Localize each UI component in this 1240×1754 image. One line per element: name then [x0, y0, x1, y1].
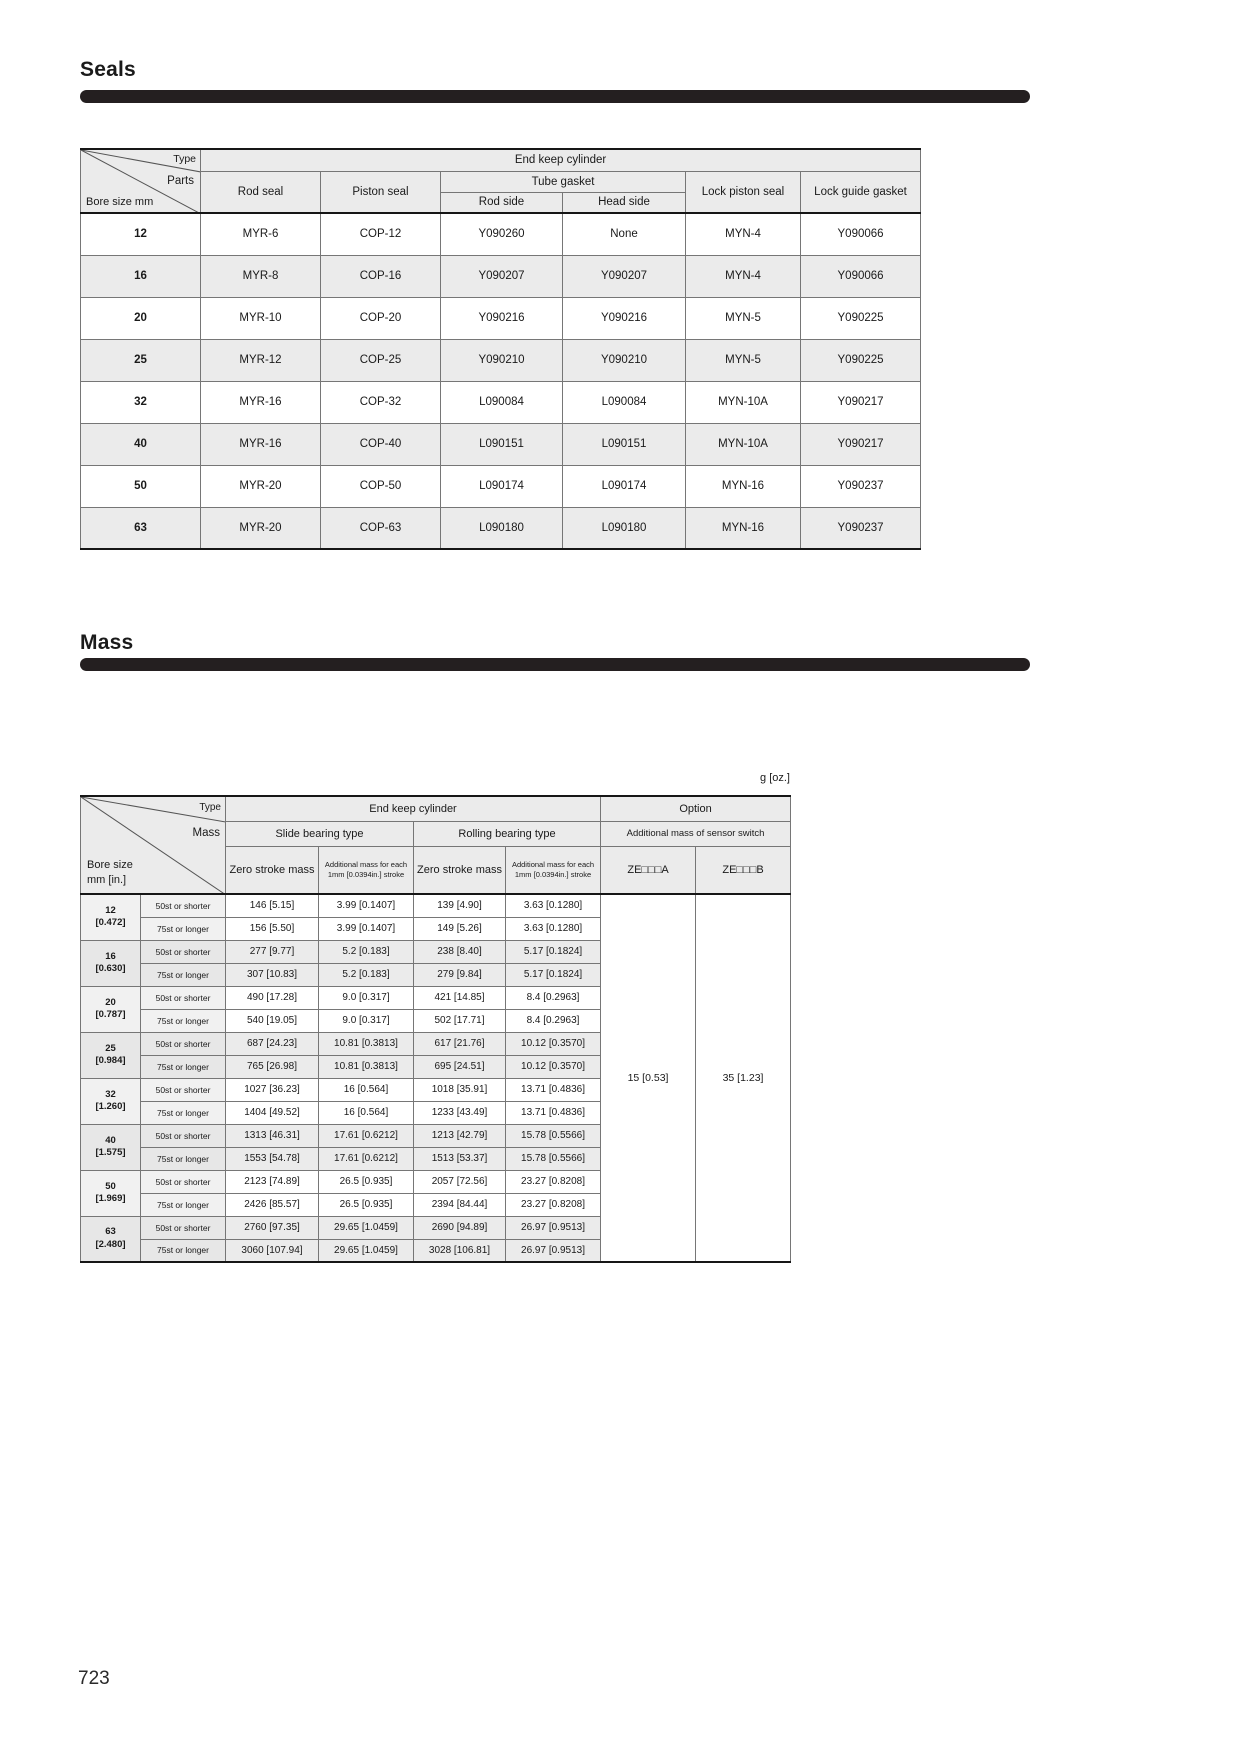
mass-rolling-additional: 3.63 [0.1280]: [506, 894, 601, 917]
mass-slide-additional: 17.61 [0.6212]: [319, 1147, 414, 1170]
seals-table-row: [81, 339, 921, 381]
seals-rod-seal: MYR-12: [201, 339, 321, 381]
mass-col-ze-b: ZE□□□B: [696, 846, 791, 894]
mass-slide-additional: 16 [0.564]: [319, 1101, 414, 1124]
mass-rolling-zero-stroke: 2394 [84.44]: [414, 1193, 506, 1216]
seals-tube-gasket-head-side: L090174: [563, 465, 686, 507]
seals-piston-seal: COP-63: [321, 507, 441, 549]
mass-rolling-zero-stroke: 1018 [35.91]: [414, 1078, 506, 1101]
mass-stroke-range: 50st or shorter: [141, 894, 226, 917]
mass-slide-zero-stroke: 1027 [36.23]: [226, 1078, 319, 1101]
seals-tube-gasket-rod-side: L090180: [441, 507, 563, 549]
seals-tube-gasket-rod-side: L090084: [441, 381, 563, 423]
mass-table-row: [81, 894, 791, 917]
mass-slide-zero-stroke: 307 [10.83]: [226, 963, 319, 986]
seals-tube-gasket-head-side: L090180: [563, 507, 686, 549]
seals-tube-gasket-rod-side: L090151: [441, 423, 563, 465]
mass-rolling-zero-stroke: 3028 [106.81]: [414, 1239, 506, 1262]
seals-col-rod-seal: Rod seal: [201, 171, 321, 213]
seals-corner-type-label: Type: [173, 153, 196, 165]
seals-lock-piston-seal: MYN-10A: [686, 381, 801, 423]
seals-tube-gasket-head-side: Y090210: [563, 339, 686, 381]
seals-col-lock-piston-seal: Lock piston seal: [686, 171, 801, 213]
mass-slide-additional: 16 [0.564]: [319, 1078, 414, 1101]
mass-slide-additional: 17.61 [0.6212]: [319, 1124, 414, 1147]
mass-rolling-zero-stroke: 139 [4.90]: [414, 894, 506, 917]
seals-table-body: [81, 213, 921, 549]
seals-table-row: [81, 465, 921, 507]
mass-rolling-additional: 5.17 [0.1824]: [506, 963, 601, 986]
seals-piston-seal: COP-25: [321, 339, 441, 381]
mass-slide-zero-stroke: 1553 [54.78]: [226, 1147, 319, 1170]
mass-stroke-range: 50st or shorter: [141, 1124, 226, 1147]
seals-col-rod-side: Rod side: [441, 192, 563, 213]
mass-rolling-additional: 23.27 [0.8208]: [506, 1170, 601, 1193]
page-number: 723: [78, 1668, 110, 1689]
seals-lock-piston-seal: MYN-5: [686, 297, 801, 339]
seals-lock-piston-seal: MYN-16: [686, 465, 801, 507]
seals-lock-guide-gasket: Y090225: [801, 339, 921, 381]
seals-corner-bore-label: Bore size mm: [86, 196, 154, 208]
mass-rolling-zero-stroke: 149 [5.26]: [414, 917, 506, 940]
seals-bore-size: 16: [81, 255, 201, 297]
mass-col-slide-zero-stroke: Zero stroke mass: [226, 846, 319, 894]
seals-rod-seal: MYR-10: [201, 297, 321, 339]
mass-corner-bore-label-line1: Bore size: [87, 859, 133, 871]
mass-col-sensor-switch: Additional mass of sensor switch: [601, 821, 791, 846]
seals-table-row: [81, 507, 921, 549]
mass-stroke-range: 75st or longer: [141, 1147, 226, 1170]
mass-col-rolling-zero-stroke: Zero stroke mass: [414, 846, 506, 894]
seals-tube-gasket-rod-side: Y090216: [441, 297, 563, 339]
mass-slide-zero-stroke: 2426 [85.57]: [226, 1193, 319, 1216]
mass-rolling-zero-stroke: 502 [17.71]: [414, 1009, 506, 1032]
mass-stroke-range: 75st or longer: [141, 1101, 226, 1124]
mass-slide-zero-stroke: 277 [9.77]: [226, 940, 319, 963]
seals-piston-seal: COP-20: [321, 297, 441, 339]
seals-tube-gasket-rod-side: Y090210: [441, 339, 563, 381]
mass-corner-type-label: Type: [199, 802, 221, 813]
seals-lock-piston-seal: MYN-4: [686, 255, 801, 297]
seals-piston-seal: COP-50: [321, 465, 441, 507]
mass-rolling-additional: 13.71 [0.4836]: [506, 1078, 601, 1101]
seals-lock-guide-gasket: Y090237: [801, 507, 921, 549]
seals-lock-guide-gasket: Y090217: [801, 381, 921, 423]
mass-slide-additional: 3.99 [0.1407]: [319, 894, 414, 917]
seals-bore-size: 25: [81, 339, 201, 381]
mass-divider-bar: [80, 658, 1030, 671]
mass-corner-bore-label-line2: mm [in.]: [87, 874, 127, 886]
mass-col-rolling-bearing: Rolling bearing type: [414, 821, 601, 846]
seals-tube-gasket-rod-side: L090174: [441, 465, 563, 507]
mass-col-rolling-additional: Additional mass for each 1mm [0.0394in.] stroke: [506, 846, 601, 894]
seals-col-lock-guide-gasket: Lock guide gasket: [801, 171, 921, 213]
mass-slide-zero-stroke: 1313 [46.31]: [226, 1124, 319, 1147]
mass-bore-size: 25 [0.984]: [81, 1032, 141, 1078]
mass-rolling-additional: 26.97 [0.9513]: [506, 1216, 601, 1239]
seals-lock-piston-seal: MYN-10A: [686, 423, 801, 465]
mass-corner-cell: [81, 796, 226, 894]
mass-rolling-zero-stroke: 1233 [43.49]: [414, 1101, 506, 1124]
mass-slide-zero-stroke: 156 [5.50]: [226, 917, 319, 940]
mass-rolling-zero-stroke: 1513 [53.37]: [414, 1147, 506, 1170]
mass-slide-zero-stroke: 2760 [97.35]: [226, 1216, 319, 1239]
mass-group-header: End keep cylinder: [226, 796, 601, 821]
mass-rolling-additional: 3.63 [0.1280]: [506, 917, 601, 940]
mass-slide-zero-stroke: 765 [26.98]: [226, 1055, 319, 1078]
mass-rolling-zero-stroke: 617 [21.76]: [414, 1032, 506, 1055]
seals-corner-diagonals: [81, 150, 200, 212]
mass-rolling-additional: 15.78 [0.5566]: [506, 1147, 601, 1170]
seals-table-row: [81, 423, 921, 465]
seals-bore-size: 20: [81, 297, 201, 339]
seals-lock-guide-gasket: Y090066: [801, 213, 921, 255]
seals-rod-seal: MYR-16: [201, 423, 321, 465]
mass-bore-size: 50 [1.969]: [81, 1170, 141, 1216]
mass-slide-additional: 10.81 [0.3813]: [319, 1032, 414, 1055]
mass-table-body: [81, 894, 791, 1262]
mass-rolling-zero-stroke: 238 [8.40]: [414, 940, 506, 963]
mass-stroke-range: 75st or longer: [141, 963, 226, 986]
mass-rolling-zero-stroke: 695 [24.51]: [414, 1055, 506, 1078]
seals-col-tube-gasket: Tube gasket: [441, 171, 686, 192]
seals-table-row: [81, 213, 921, 255]
mass-slide-additional: 29.65 [1.0459]: [319, 1239, 414, 1262]
mass-rolling-zero-stroke: 421 [14.85]: [414, 986, 506, 1009]
mass-rolling-additional: 10.12 [0.3570]: [506, 1032, 601, 1055]
mass-table: [80, 795, 791, 1263]
mass-rolling-additional: 15.78 [0.5566]: [506, 1124, 601, 1147]
mass-bore-size: 32 [1.260]: [81, 1078, 141, 1124]
mass-slide-additional: 26.5 [0.935]: [319, 1193, 414, 1216]
seals-table-row: [81, 255, 921, 297]
seals-bore-size: 50: [81, 465, 201, 507]
seals-rod-seal: MYR-8: [201, 255, 321, 297]
seals-lock-piston-seal: MYN-5: [686, 339, 801, 381]
mass-slide-zero-stroke: 687 [24.23]: [226, 1032, 319, 1055]
seals-tube-gasket-rod-side: Y090207: [441, 255, 563, 297]
mass-slide-additional: 3.99 [0.1407]: [319, 917, 414, 940]
seals-rod-seal: MYR-20: [201, 465, 321, 507]
seals-bore-size: 63: [81, 507, 201, 549]
mass-corner-diagonals: [81, 797, 225, 893]
mass-rolling-additional: 13.71 [0.4836]: [506, 1101, 601, 1124]
mass-rolling-zero-stroke: 1213 [42.79]: [414, 1124, 506, 1147]
mass-rolling-additional: 23.27 [0.8208]: [506, 1193, 601, 1216]
mass-stroke-range: 50st or shorter: [141, 1216, 226, 1239]
seals-rod-seal: MYR-6: [201, 213, 321, 255]
mass-slide-additional: 9.0 [0.317]: [319, 1009, 414, 1032]
seals-rod-seal: MYR-16: [201, 381, 321, 423]
mass-rolling-zero-stroke: 279 [9.84]: [414, 963, 506, 986]
mass-slide-additional: 29.65 [1.0459]: [319, 1216, 414, 1239]
seals-piston-seal: COP-32: [321, 381, 441, 423]
mass-rolling-additional: 26.97 [0.9513]: [506, 1239, 601, 1262]
mass-slide-additional: 26.5 [0.935]: [319, 1170, 414, 1193]
mass-stroke-range: 75st or longer: [141, 1009, 226, 1032]
seals-corner-cell: [81, 149, 201, 213]
mass-rolling-additional: 10.12 [0.3570]: [506, 1055, 601, 1078]
mass-col-slide-additional: Additional mass for each 1mm [0.0394in.] stroke: [319, 846, 414, 894]
seals-lock-guide-gasket: Y090066: [801, 255, 921, 297]
seals-corner-parts-label: Parts: [167, 175, 194, 187]
mass-slide-zero-stroke: 540 [19.05]: [226, 1009, 319, 1032]
seals-lock-guide-gasket: Y090225: [801, 297, 921, 339]
mass-col-ze-a: ZE□□□A: [601, 846, 696, 894]
mass-slide-zero-stroke: 1404 [49.52]: [226, 1101, 319, 1124]
mass-stroke-range: 75st or longer: [141, 1193, 226, 1216]
seals-lock-piston-seal: MYN-4: [686, 213, 801, 255]
mass-stroke-range: 50st or shorter: [141, 1170, 226, 1193]
mass-stroke-range: 75st or longer: [141, 1055, 226, 1078]
mass-ze-b-value: 35 [1.23]: [696, 894, 791, 1262]
mass-stroke-range: 50st or shorter: [141, 1078, 226, 1101]
seals-bore-size: 12: [81, 213, 201, 255]
seals-lock-guide-gasket: Y090217: [801, 423, 921, 465]
mass-ze-a-value: 15 [0.53]: [601, 894, 696, 1262]
mass-stroke-range: 50st or shorter: [141, 986, 226, 1009]
mass-stroke-range: 75st or longer: [141, 1239, 226, 1262]
mass-rolling-additional: 5.17 [0.1824]: [506, 940, 601, 963]
seals-piston-seal: COP-16: [321, 255, 441, 297]
mass-slide-zero-stroke: 490 [17.28]: [226, 986, 319, 1009]
mass-bore-size: 40 [1.575]: [81, 1124, 141, 1170]
seals-tube-gasket-head-side: Y090216: [563, 297, 686, 339]
seals-tube-gasket-head-side: Y090207: [563, 255, 686, 297]
mass-slide-zero-stroke: 3060 [107.94]: [226, 1239, 319, 1262]
seals-tube-gasket-rod-side: Y090260: [441, 213, 563, 255]
seals-bore-size: 32: [81, 381, 201, 423]
mass-stroke-range: 50st or shorter: [141, 1032, 226, 1055]
seals-tube-gasket-head-side: L090084: [563, 381, 686, 423]
seals-tube-gasket-head-side: None: [563, 213, 686, 255]
mass-rolling-zero-stroke: 2057 [72.56]: [414, 1170, 506, 1193]
seals-tube-gasket-head-side: L090151: [563, 423, 686, 465]
mass-slide-additional: 5.2 [0.183]: [319, 963, 414, 986]
mass-stroke-range: 50st or shorter: [141, 940, 226, 963]
seals-table: [80, 148, 921, 550]
seals-piston-seal: COP-40: [321, 423, 441, 465]
seals-lock-piston-seal: MYN-16: [686, 507, 801, 549]
seals-lock-guide-gasket: Y090237: [801, 465, 921, 507]
seals-table-row: [81, 297, 921, 339]
seals-rod-seal: MYR-20: [201, 507, 321, 549]
mass-slide-zero-stroke: 146 [5.15]: [226, 894, 319, 917]
mass-corner-mass-label: Mass: [192, 827, 220, 839]
mass-bore-size: 20 [0.787]: [81, 986, 141, 1032]
mass-slide-additional: 10.81 [0.3813]: [319, 1055, 414, 1078]
seals-group-header: End keep cylinder: [201, 149, 921, 171]
mass-slide-zero-stroke: 2123 [74.89]: [226, 1170, 319, 1193]
seals-title: Seals: [80, 58, 136, 81]
mass-slide-additional: 5.2 [0.183]: [319, 940, 414, 963]
seals-col-head-side: Head side: [563, 192, 686, 213]
mass-bore-size: 16 [0.630]: [81, 940, 141, 986]
mass-rolling-additional: 8.4 [0.2963]: [506, 986, 601, 1009]
mass-bore-size: 12 [0.472]: [81, 894, 141, 940]
seals-table-row: [81, 381, 921, 423]
seals-piston-seal: COP-12: [321, 213, 441, 255]
seals-col-piston-seal: Piston seal: [321, 171, 441, 213]
mass-rolling-additional: 8.4 [0.2963]: [506, 1009, 601, 1032]
mass-col-slide-bearing: Slide bearing type: [226, 821, 414, 846]
mass-stroke-range: 75st or longer: [141, 917, 226, 940]
mass-slide-additional: 9.0 [0.317]: [319, 986, 414, 1009]
mass-unit-label: g [oz.]: [760, 772, 790, 784]
mass-bore-size: 63 [2.480]: [81, 1216, 141, 1262]
mass-rolling-zero-stroke: 2690 [94.89]: [414, 1216, 506, 1239]
seals-divider-bar: [80, 90, 1030, 103]
mass-title: Mass: [80, 631, 134, 654]
mass-option-header: Option: [601, 796, 791, 821]
seals-bore-size: 40: [81, 423, 201, 465]
